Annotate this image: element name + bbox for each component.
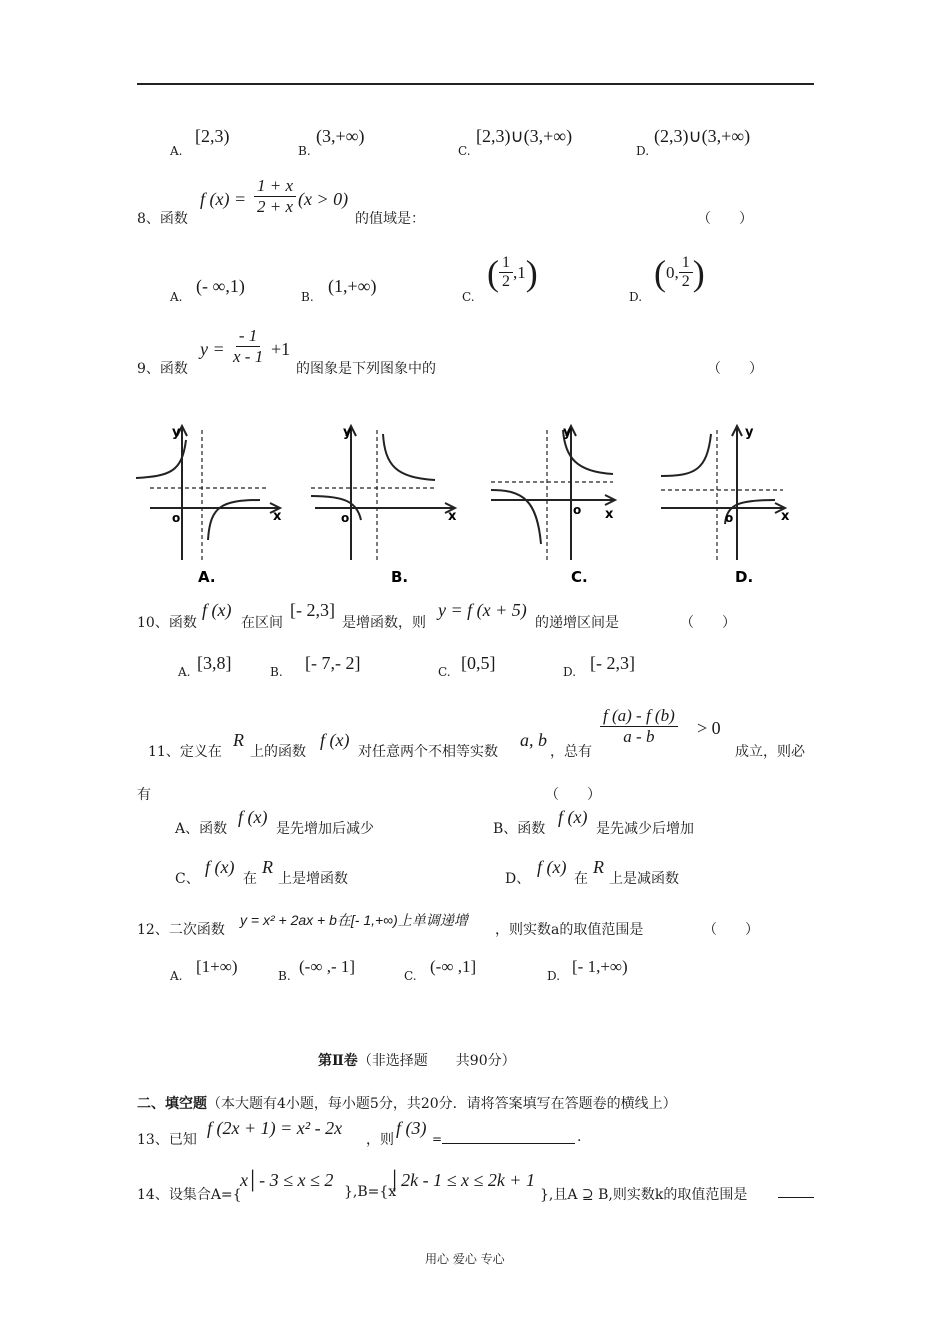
q8-fraction-numerator: 1 + x [254,176,296,197]
section-2-title-bold: 第Ⅱ卷 [318,1053,358,1069]
q11-option-d-R: R [593,857,604,877]
q12-option-d-label: D. [547,969,561,983]
q9-fraction-denominator: x - 1 [233,346,264,366]
q9-answer-paren: （ ） [707,361,763,377]
q11-fx: f (x) [320,730,350,750]
q13-end: . [577,1129,582,1145]
q11-answer-paren: （ ） [545,787,601,803]
q10-expr: y = f (x + 5) [438,600,527,620]
q11-option-b-text: 是先减少后增加 [596,821,694,837]
q8-answer-paren: （ ） [697,211,753,227]
q10-interval: [- 2,3] [290,600,335,620]
q10-answer-paren: （ ） [680,615,736,631]
q14-set-b: │2k - 1 ≤ x ≤ 2k + 1 [390,1170,535,1190]
q8-number: 8、函数 [137,211,188,227]
q12-option-b-value: (-∞ ,- 1] [299,957,356,976]
q8-c-fraction-denominator: 2 [502,273,510,291]
q9-graph-b-y-label: y [343,425,352,440]
section-2-title-rest: （非选择题 共90分） [357,1053,516,1069]
q9-graph-c-label: C. [571,568,588,586]
q10-tail: 的递增区间是 [535,615,619,631]
q10-option-c-label: C. [438,665,451,679]
q10-option-b-value: [- 7,- 2] [305,653,361,673]
q13-ask: f (3) [396,1118,427,1138]
q9-graph-a-origin: o [172,511,181,525]
q9-fraction [230,326,266,366]
q9-graph-a-y-label: y [172,425,181,440]
q8-condition: (x > 0) [298,189,349,209]
q12-option-c-label: C. [404,969,417,983]
q11-mid1: 上的函数 [250,744,306,760]
q11-option-d-prefix: D、 [505,871,531,887]
q7-option-d-value: (2,3)∪(3,+∞) [654,126,751,146]
q9-graph-d-label: D. [735,568,754,586]
q10-option-b-label: B. [270,665,283,679]
q12-tail: ，则实数a的取值范围是 [495,922,644,938]
q9-graph-d-y-label: y [745,425,754,440]
q9-plus-one: +1 [271,339,291,359]
q11-fraction [600,706,678,746]
q10-option-c-value: [0,5] [461,653,496,673]
q9-graph-a [130,420,290,590]
q7-option-b-value: (3,+∞) [316,126,365,146]
q8-option-a-value: (- ∞,1) [196,276,245,296]
q14-mid1: },B={x [344,1184,397,1200]
q13-number: 13、已知 [137,1132,197,1148]
q11-fraction-numerator: f (a) - f (b) [600,706,678,727]
q13-answer-blank[interactable] [442,1130,575,1144]
q9-graph-b-x-label: x [448,509,457,524]
q10-fx: f (x) [202,600,232,620]
q10-option-a-label: A. [178,665,191,679]
q8-fraction-denominator: 2 + x [257,196,294,216]
q9-fraction-numerator: - 1 [236,326,260,347]
q9-number: 9、函数 [137,361,188,377]
q9-graph-d [655,420,805,590]
q11-option-d-mid: 在 [574,871,588,887]
header-rule [137,83,814,85]
q11-option-b-prefix: B、函数 [493,821,546,837]
q8-option-b-value: (1,+∞) [328,276,377,296]
q9-graph-c-x-label: x [605,507,614,522]
q7-option-a-value: [2,3) [195,126,230,146]
q8-d-fraction-numerator: 1 [679,254,693,273]
q11-mid3: ，总有 [550,744,592,760]
q9-graph-b [305,420,465,590]
q14-answer-blank[interactable] [778,1184,814,1198]
part-2-heading-desc: （本大题有4小题，每小题5分，共20分．请将答案填写在答题卷的横线上） [207,1096,677,1112]
q9-graph-c-y-label: y [563,425,572,440]
q8-option-d-value: (0, $\frac{1}{2}$ ) [654,252,705,293]
q10-option-d-label: D. [563,665,577,679]
q11-option-d-text: 上是减函数 [609,871,679,887]
q8-fraction [254,176,296,216]
q11-line2: 有 [137,787,151,803]
q8-fx: f (x) = [200,189,247,209]
q9-graph-a-label: A. [198,568,216,586]
q10-mid2: 是增函数，则 [342,615,426,631]
q14-mid2: },且A ⊇ B,则实数k的取值范围是 [540,1187,748,1203]
q11-gt-zero: > 0 [697,718,721,738]
q10-option-a-value: [3,8] [197,653,232,673]
part-2-heading [137,1093,677,1113]
q8-c-rest: ,1 [513,262,526,282]
q11-option-c-mid: 在 [243,871,257,887]
part-2-heading-title: 二、填空题 [137,1096,207,1112]
q8-c-fraction-numerator: 1 [499,254,513,273]
q11-R: R [233,730,244,750]
q7-option-c-label: C. [458,144,471,158]
q11-option-a-fx: f (x) [238,807,268,827]
q11-option-c-fx: f (x) [205,857,235,877]
q9-graph-c-origin: o [573,503,582,517]
q11-option-a-text: 是先增加后减少 [276,821,374,837]
q8-option-b-label: B. [301,290,314,304]
q11-option-c-prefix: C、 [175,871,200,887]
q10-number: 10、函数 [137,615,197,631]
q11-option-a-prefix: A、函数 [175,821,228,837]
q9-graph-d-x-label: x [781,509,790,524]
q12-option-a-value: [1+∞) [196,957,238,976]
q9-y: y = [200,339,225,359]
q8-d-fraction-denominator: 2 [681,273,690,291]
q7-option-c-value: [2,3)∪(3,+∞) [476,126,573,146]
q11-option-b-fx: f (x) [558,807,588,827]
q11-option-d-fx: f (x) [537,857,567,877]
q8-d-pre: 0, [666,262,679,282]
q12-option-c-value: (-∞ ,1] [430,957,477,976]
q9-graph-d-origin: o [725,511,734,525]
q13-expression: f (2x + 1) = x² - 2x [207,1118,343,1138]
q9-graph-a-x-label: x [273,509,282,524]
q7-option-a-label: A. [170,144,183,158]
q9-graph-b-origin: o [341,511,350,525]
q8-option-d-label: D. [629,290,643,304]
section-2-title [318,1050,516,1070]
q10-option-d-value: [- 2,3] [590,653,635,673]
q11-mid2: 对任意两个不相等实数 [358,744,498,760]
q8-option-c-value: ( $\frac{1}{2}$ ,1) [487,252,538,293]
q12-answer-paren: （ ） [703,922,759,938]
q11-number: 11、定义在 [148,744,222,760]
q13-mid: ，则 [366,1132,394,1148]
q8-option-a-label: A. [170,290,183,304]
page-footer: 用心 爱心 专心 [425,1252,505,1266]
q10-mid1: 在区间 [241,615,283,631]
q14-number: 14、设集合A={ [137,1187,242,1203]
q14-set-a: x│- 3 ≤ x ≤ 2 [240,1170,334,1190]
q7-option-d-label: D. [636,144,650,158]
q8-option-c-label: C. [462,290,475,304]
q11-fraction-denominator: a - b [623,726,655,746]
q9-graph-c [485,420,645,590]
q12-option-b-label: B. [278,969,291,983]
q7-option-b-label: B. [298,144,311,158]
q12-expression: y = x² + 2ax + b在[- 1,+∞)上单调递增 [240,912,468,928]
q8-tail: 的值域是： [355,211,425,227]
q11-ab: a, b [520,730,547,750]
q9-tail: 的图象是下列图象中的 [296,361,436,377]
q11-option-c-R: R [262,857,273,877]
q9-graph-b-label: B. [391,568,409,586]
q12-option-a-label: A. [170,969,183,983]
q12-option-d-value: [- 1,+∞) [572,957,628,976]
q11-tail: 成立，则必 [735,744,805,760]
q12-number: 12、二次函数 [137,922,225,938]
q13-equals: = [432,1132,443,1146]
q11-option-c-text: 上是增函数 [278,871,348,887]
